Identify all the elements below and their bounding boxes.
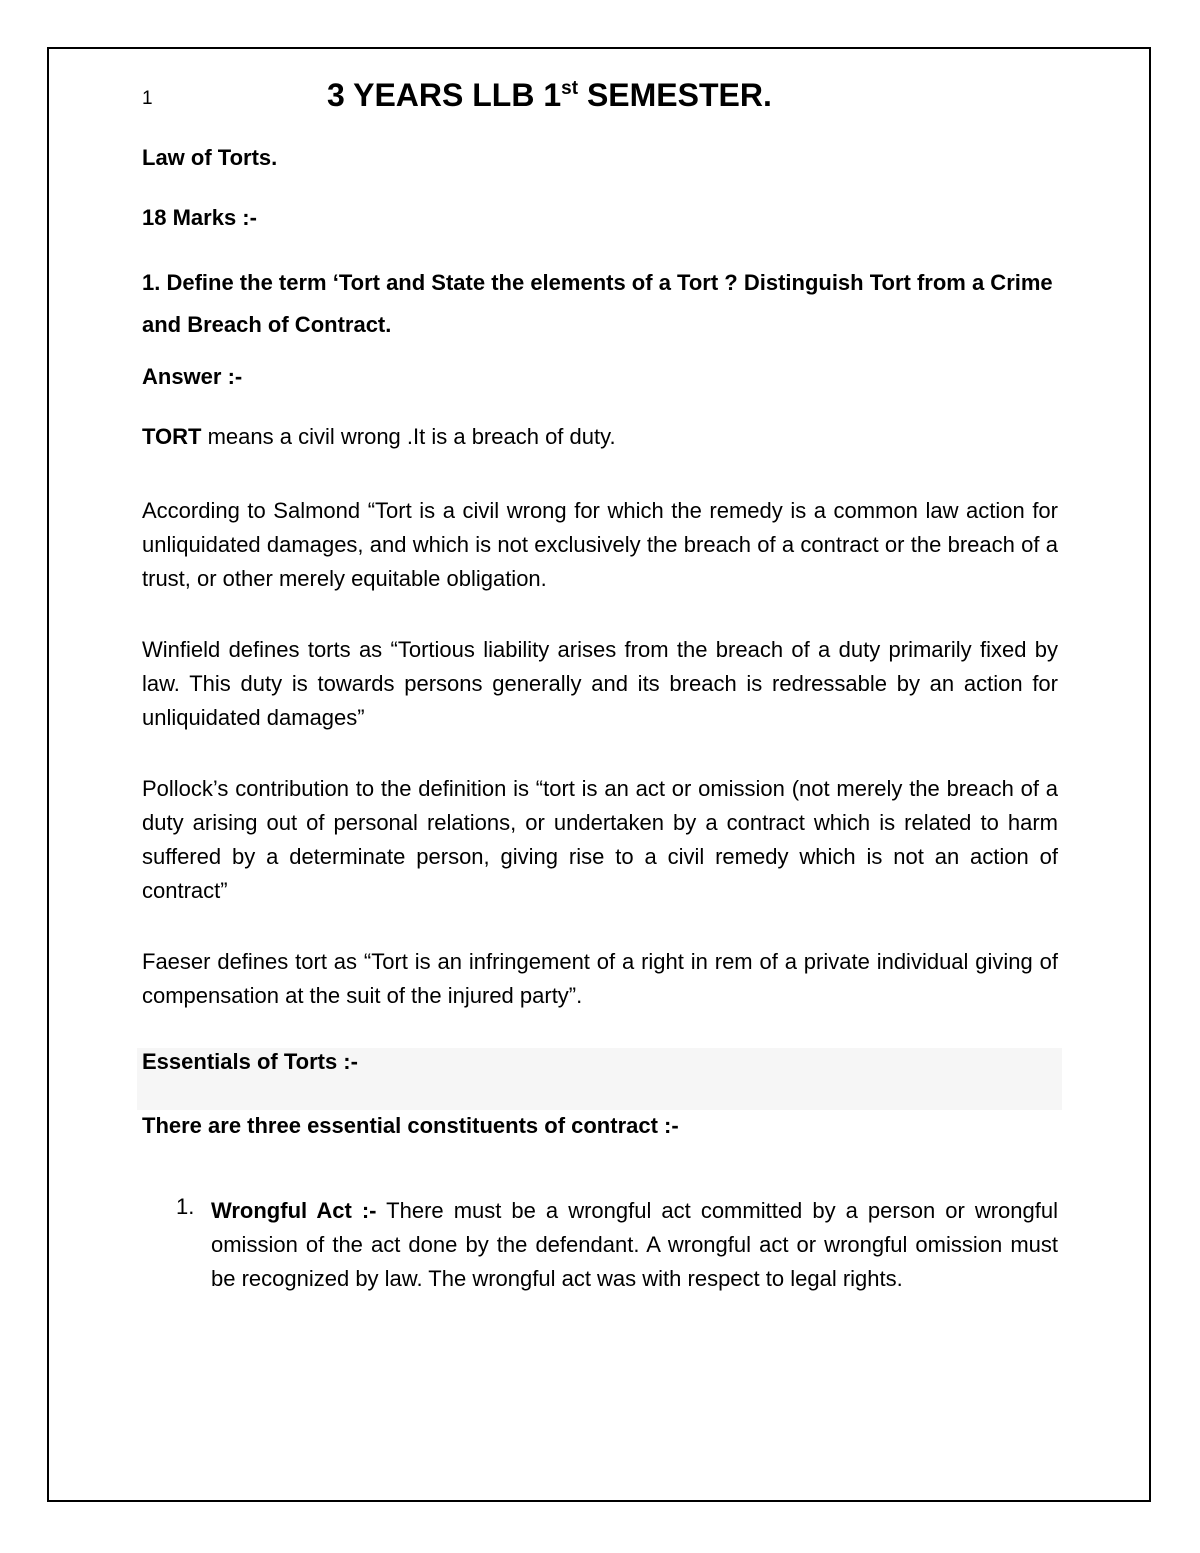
- page-title: [327, 77, 772, 114]
- answer-label: Answer :-: [142, 364, 243, 389]
- faeser-paragraph: Faeser defines tort as “Tort is an infringement of a right in rem of a private individual giving of compensation at the suit of the injured party”.: [142, 949, 1058, 1008]
- essentials-heading: Essentials of Torts :-: [142, 1049, 358, 1074]
- list-item-number: 1.: [176, 1194, 195, 1219]
- list-item-text: There must be a wrongful act committed by a person or wrongful omission of the act done by the defendant. A wrongful act or wrongful omission must be recognized by law. The wrongful act was with respect to legal rights.: [211, 1198, 1058, 1291]
- title-superscript: st: [561, 78, 579, 99]
- question-text: 1. Define the term ‘Tort and State the elements of a Tort ? Distinguish Tort from a Crime and Breach of Contract.: [142, 270, 1053, 337]
- constituents-heading: There are three essential constituents of contract :-: [142, 1113, 679, 1138]
- pollock-paragraph: Pollock’s contribution to the definition is “tort is an act or omission (not merely the breach of a duty arising out of personal relations, or undertaken by a contract which is related to harm suffered by a determinate person, giving rise to a civil remedy which is not an action of contract”: [142, 776, 1058, 903]
- tort-definition: [142, 424, 616, 450]
- subject-heading: Law of Torts.: [142, 145, 278, 170]
- title-tail: SEMESTER.: [578, 77, 772, 113]
- marks-heading: 18 Marks :-: [142, 205, 257, 230]
- list-item-term: Wrongful Act :-: [211, 1198, 377, 1223]
- tort-definition-text: means a civil wrong .It is a breach of duty.: [201, 424, 616, 449]
- page-number: 1: [142, 88, 153, 109]
- list-item: [211, 1194, 1058, 1296]
- winfield-paragraph: Winfield defines torts as “Tortious liability arises from the breach of a duty primarily fixed by law. This duty is towards persons generally and its breach is redressable by an action for unliquidated damages”: [142, 637, 1058, 730]
- salmond-paragraph: According to Salmond “Tort is a civil wrong for which the remedy is a common law action for unliquidated damages, and which is not exclusively the breach of a contract or the breach of a trust, or other merely equitable obligation.: [142, 498, 1058, 591]
- tort-term: TORT: [142, 424, 202, 449]
- title-main: 3 YEARS LLB 1: [327, 77, 562, 113]
